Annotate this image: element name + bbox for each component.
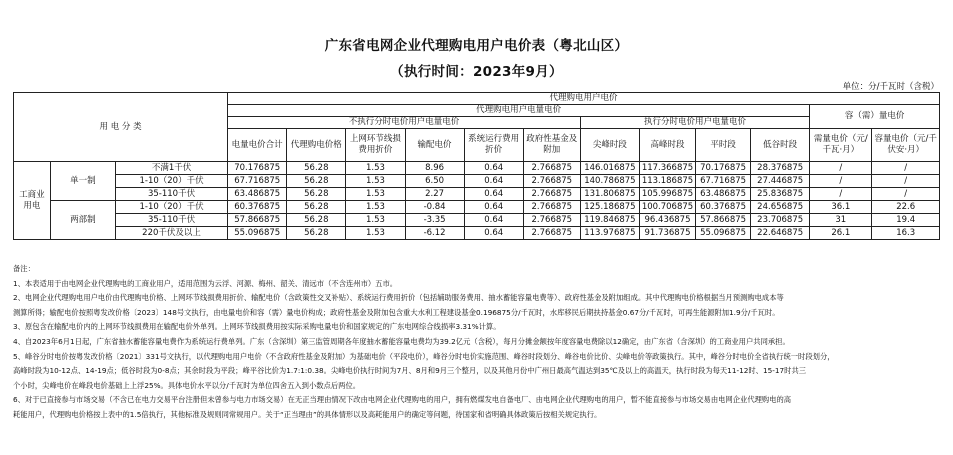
table-cell: 119.846875 xyxy=(580,214,639,227)
table-cell: / xyxy=(810,188,872,201)
table-cell: 1.53 xyxy=(346,227,405,240)
table-cell: -6.12 xyxy=(405,227,464,240)
table-cell: / xyxy=(872,162,940,175)
capacity-price-header: 容（需）量电价 xyxy=(810,105,940,129)
note-line: 3、原包含在输配电价内的上网环节线损费用在输配电价外单列。上网环节线损费用按实际采购电量电价和国家规定的广东电网综合线损率3.31%计算。 xyxy=(13,322,501,332)
two-part-label: 两部制 xyxy=(50,201,115,240)
voltage-cell: 35-110千伏 xyxy=(115,188,227,201)
col-header: 尖峰时段 xyxy=(580,129,639,162)
table-cell: 105.996875 xyxy=(639,188,695,201)
table-cell: 26.1 xyxy=(810,227,872,240)
table-cell: 2.766875 xyxy=(523,201,580,214)
table-cell: 2.27 xyxy=(405,188,464,201)
table-row xyxy=(14,188,940,201)
notes-heading: 备注： xyxy=(13,264,35,273)
table-cell: 56.28 xyxy=(287,188,346,201)
table-cell: 23.706875 xyxy=(751,214,810,227)
voltage-cell: 220千伏及以上 xyxy=(115,227,227,240)
table-cell: 63.486875 xyxy=(228,188,287,201)
tariff-table xyxy=(13,92,940,240)
table-cell: 55.096875 xyxy=(228,227,287,240)
table-cell: 91.736875 xyxy=(639,227,695,240)
table-cell: / xyxy=(872,175,940,188)
table-row xyxy=(14,214,940,227)
proxy-energy-price-header: 代理购电用户电量电价 xyxy=(228,105,810,117)
table-cell: 56.28 xyxy=(287,227,346,240)
table-cell: 117.366875 xyxy=(639,162,695,175)
table-row xyxy=(14,201,940,214)
note-line: 1、本表适用于由电网企业代理购电的工商业用户，适用范围为云浮、河源、梅州、韶关、清远市（不含连州市）五市。 xyxy=(13,278,398,288)
note-line: 测算所得；输配电价按照粤发改价格〔2023〕148号文执行，由电量电价和容（需）量电价构成；政府性基金及附加包含重大水利工程建设基金0.196875分/千瓦时，水库移民后期扶持基金0.67分/千瓦时，可再生能源附加1.9分/千瓦时。 xyxy=(13,307,780,317)
table-cell: 125.186875 xyxy=(580,201,639,214)
table-cell: 131.806875 xyxy=(580,188,639,201)
table-cell: 63.486875 xyxy=(696,188,751,201)
col-header: 输配电价 xyxy=(405,129,464,162)
table-cell: 146.016875 xyxy=(580,162,639,175)
table-cell: 57.866875 xyxy=(696,214,751,227)
table-cell: 1.53 xyxy=(346,175,405,188)
table-cell: 8.96 xyxy=(405,162,464,175)
table-cell: 0.64 xyxy=(464,175,523,188)
table-cell: 1.53 xyxy=(346,214,405,227)
notes-section xyxy=(13,262,940,423)
table-cell: 113.186875 xyxy=(639,175,695,188)
voltage-cell: 35-110千伏 xyxy=(115,214,227,227)
tou-header: 执行分时电价用户电量电价 xyxy=(580,117,809,129)
table-cell: 16.3 xyxy=(872,227,940,240)
table-cell: 57.866875 xyxy=(228,214,287,227)
col-header: 代理购电价格 xyxy=(287,129,346,162)
voltage-cell: 不满1千伏 xyxy=(115,162,227,175)
table-cell: 60.376875 xyxy=(696,201,751,214)
table-cell: 56.28 xyxy=(287,214,346,227)
table-cell: 56.28 xyxy=(287,201,346,214)
table-cell: -0.84 xyxy=(405,201,464,214)
single-part-label: 单一制 xyxy=(50,162,115,201)
col-header: 平时段 xyxy=(696,129,751,162)
table-cell: / xyxy=(810,175,872,188)
table-cell: 22.6 xyxy=(872,201,940,214)
col-header: 高峰时段 xyxy=(639,129,695,162)
col-header: 容量电价（元/千伏安·月） xyxy=(872,129,940,162)
table-cell: 6.50 xyxy=(405,175,464,188)
note-line: 个小时，尖峰电价在峰段电价基础上上浮25%。具体电价水平以分/千瓦时为单位四舍五入到小数点后两位。 xyxy=(13,380,361,390)
table-cell: 0.64 xyxy=(464,227,523,240)
voltage-cell: 1-10（20）千伏 xyxy=(115,175,227,188)
category-header: 用 电 分 类 xyxy=(14,93,228,162)
table-cell: 70.176875 xyxy=(228,162,287,175)
table-cell: 19.4 xyxy=(872,214,940,227)
table-cell: 140.786875 xyxy=(580,175,639,188)
table-cell: 36.1 xyxy=(810,201,872,214)
note-line: 耗能用户，代理购电价格按上表中的1.5倍执行，其他标准及规则同常规用户。关于“正当理由”的具体情形以及高耗能用户的确定等问题，待国家和省明确具体政策后按相关规定执行。 xyxy=(13,409,602,419)
table-row xyxy=(14,175,940,188)
table-cell: 2.766875 xyxy=(523,175,580,188)
table-cell: 28.376875 xyxy=(751,162,810,175)
table-cell: 55.096875 xyxy=(696,227,751,240)
table-cell: 67.716875 xyxy=(228,175,287,188)
table-cell: 70.176875 xyxy=(696,162,751,175)
non-tou-header: 不执行分时电价用户电量电价 xyxy=(228,117,581,129)
proxy-price-header: 代理购电用户电价 xyxy=(228,93,940,105)
col-header: 政府性基金及附加 xyxy=(523,129,580,162)
table-cell: 1.53 xyxy=(346,162,405,175)
unit-label: 单位：分/千瓦时（含税） xyxy=(842,82,939,92)
table-cell: 1.53 xyxy=(346,201,405,214)
note-line: 高峰时段为10-12点、14-19点；低谷时段为0-8点；其余时段为平段；峰平谷比价为1.7:1:0.38。尖峰电价执行时间为7月、8月和9月三个整月，以及其他月份中广州日最高气温达到35℃及以上的高温天，执行时段为每天11-12时、15-17时共三 xyxy=(13,366,807,376)
table-cell: -3.35 xyxy=(405,214,464,227)
note-line: 2、电网企业代理购电用户电价由代理购电价格、上网环节线损费用折价、输配电价（含政策性交叉补贴）、系统运行费用折价（包括辅助服务费用、抽水蓄能容量电费等）、政府性基金及附加组成。其中代理购电价格根据当月预测购电成本等 xyxy=(13,293,784,303)
table-cell: 100.706875 xyxy=(639,201,695,214)
table-cell: 22.646875 xyxy=(751,227,810,240)
table-cell: 60.376875 xyxy=(228,201,287,214)
table-cell: 27.446875 xyxy=(751,175,810,188)
page-subtitle: （执行时间：2023年9月） xyxy=(390,64,563,80)
table-cell: 31 xyxy=(810,214,872,227)
col-header: 系统运行费用折价 xyxy=(464,129,523,162)
note-line: 4、自2023年6月1日起，广东省抽水蓄能容量电费作为系统运行费单列。广东（含深圳）第三监管周期各年度抽水蓄能容量电费均为39.2亿元（含税），每月分摊金额按年度容量电费除以12确定，由广东省（含深圳）的工商业用户共同承担。 xyxy=(13,336,790,346)
table-cell: 2.766875 xyxy=(523,214,580,227)
table-row xyxy=(14,227,940,240)
table-cell: 56.28 xyxy=(287,162,346,175)
table-cell: 0.64 xyxy=(464,214,523,227)
table-cell: 25.836875 xyxy=(751,188,810,201)
table-cell: 96.436875 xyxy=(639,214,695,227)
table-cell: 113.976875 xyxy=(580,227,639,240)
col-header: 上网环节线损费用折价 xyxy=(346,129,405,162)
table-cell: 67.716875 xyxy=(696,175,751,188)
table-cell: 2.766875 xyxy=(523,162,580,175)
table-cell: 1.53 xyxy=(346,188,405,201)
col-header: 低谷时段 xyxy=(751,129,810,162)
note-line: 6、对于已直接参与市场交易（不含已在电力交易平台注册但未曾参与电力市场交易）在无正当理由情况下改由电网企业代理购电的用户，拥有燃煤发电自备电厂、由电网企业代理购电的用户，暂不能直接参与市场交易由电网企业代理购电的高 xyxy=(13,395,792,405)
table-cell: 0.64 xyxy=(464,162,523,175)
table-row xyxy=(14,162,940,175)
note-line: 5、峰谷分时电价按粤发改价格〔2021〕331号文执行，以代理购电用户电价（不含政府性基金及附加）为基础电价（平段电价），峰谷分时电价实施范围、峰谷时段划分、峰谷电价比价、尖峰电价等政策执行。其中，峰谷分时电价全省执行统一时段划分， xyxy=(13,351,835,361)
page-title: 广东省电网企业代理购电用户电价表（粤北山区） xyxy=(324,38,629,54)
table-cell: 0.64 xyxy=(464,188,523,201)
group-label: 工商业用电 xyxy=(14,162,51,240)
col-header: 电量电价合计 xyxy=(228,129,287,162)
table-cell: 2.766875 xyxy=(523,227,580,240)
col-header: 需量电价（元/千瓦·月） xyxy=(810,129,872,162)
voltage-cell: 1-10（20）千伏 xyxy=(115,201,227,214)
table-cell: / xyxy=(872,188,940,201)
table-cell: 2.766875 xyxy=(523,188,580,201)
table-cell: 24.656875 xyxy=(751,201,810,214)
table-cell: / xyxy=(810,162,872,175)
table-cell: 56.28 xyxy=(287,175,346,188)
table-cell: 0.64 xyxy=(464,201,523,214)
